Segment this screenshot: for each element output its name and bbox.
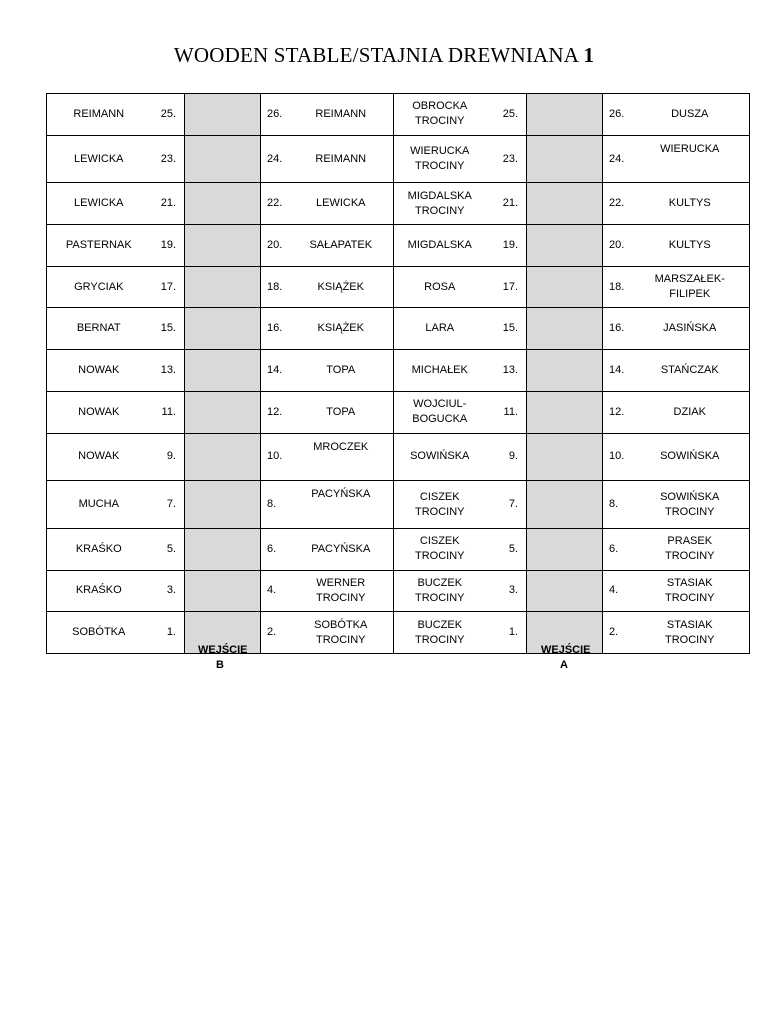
stall-number-right-outer [603, 225, 631, 267]
stable-layout-table [46, 93, 750, 654]
cell-text-line: 18. [267, 280, 283, 293]
stall-name-left-outer [47, 528, 151, 570]
aisle-cell-b [185, 350, 261, 392]
cell-text-line: TROCINY [665, 591, 715, 604]
stall-name-right-inner [394, 481, 486, 529]
cell-text-line: 7. [508, 498, 518, 511]
stall-number-left-inner [261, 94, 289, 136]
stall-name-right-inner [394, 391, 486, 433]
aisle-cell-b [185, 391, 261, 433]
title-number: 1 [583, 43, 595, 67]
stall-number-left-outer [151, 94, 185, 136]
cell-text-line: KSIĄŻEK [317, 322, 364, 335]
cell-text-line: TROCINY [665, 550, 715, 563]
stall-name-right-inner [394, 433, 486, 481]
cell-text-line: 17. [502, 280, 518, 293]
cell-text-line: 6. [609, 542, 619, 555]
stall-name-right-outer [631, 391, 750, 433]
cell-text-line: FILIPEK [669, 288, 711, 301]
cell-text-line: SOWIŃSKA [660, 450, 720, 463]
cell-text-line: MUCHA [78, 498, 119, 511]
cell-text-line: STASIAK [666, 576, 713, 589]
cell-text-line: PRASEK [667, 535, 713, 548]
cell-text-line: 14. [609, 363, 625, 376]
stall-name-right-inner [394, 183, 486, 225]
cell-text-line: 4. [267, 584, 277, 597]
cell-text-line: PACYŃSKA [311, 488, 371, 501]
cell-text-line: LEWICKA [73, 197, 124, 210]
stall-name-left-outer [47, 183, 151, 225]
stall-number-right-outer [603, 183, 631, 225]
cell-text-line: 25. [502, 107, 518, 120]
aisle-cell-b [185, 94, 261, 136]
aisle-cell-b [185, 266, 261, 308]
cell-text-line: MARSZAŁEK- [654, 273, 725, 286]
cell-text-line: 20. [267, 238, 283, 251]
aisle-cell-b [185, 183, 261, 225]
cell-text-line: TROCINY [415, 115, 465, 128]
cell-text-line: MICHAŁEK [411, 363, 468, 376]
stall-number-left-inner [261, 225, 289, 267]
stall-name-left-inner [289, 183, 394, 225]
cell-text-line: 8. [609, 498, 619, 511]
stall-name-left-inner [289, 135, 394, 183]
stall-row [47, 391, 750, 433]
cell-text-line: 19. [502, 238, 518, 251]
cell-text-line: 9. [508, 450, 518, 463]
cell-text-line: 23. [160, 152, 176, 165]
stall-name-left-inner [289, 350, 394, 392]
cell-text-line: 9. [166, 450, 176, 463]
entrance-a-label: WEJŚCIE [541, 644, 591, 656]
stall-number-left-outer [151, 350, 185, 392]
aisle-cell-a [527, 308, 603, 350]
stall-row [47, 433, 750, 481]
entrance-b [198, 643, 248, 673]
stall-number-left-inner [261, 612, 289, 654]
cell-text-line: LEWICKA [315, 197, 366, 210]
aisle-cell-a [527, 433, 603, 481]
cell-text-line: 6. [267, 542, 277, 555]
cell-text-line: TROCINY [415, 160, 465, 173]
cell-text-line: MROCZEK [313, 440, 369, 453]
cell-text-line: 19. [160, 238, 176, 251]
stall-name-right-inner [394, 528, 486, 570]
aisle-cell-a [527, 183, 603, 225]
cell-text-line: 16. [609, 322, 625, 335]
aisle-cell-a [527, 570, 603, 612]
stall-row [47, 612, 750, 654]
cell-text-line: LEWICKA [73, 152, 124, 165]
stall-name-left-inner [289, 308, 394, 350]
cell-text-line: 22. [267, 197, 283, 210]
stall-name-right-inner [394, 308, 486, 350]
stall-number-right-inner [486, 391, 527, 433]
cell-text-line: PACYŃSKA [311, 542, 371, 555]
cell-text-line: KULTYS [668, 238, 711, 251]
stall-name-left-outer [47, 225, 151, 267]
stall-name-left-inner [289, 391, 394, 433]
cell-text-line: 16. [267, 322, 283, 335]
cell-text-line: 23. [502, 152, 518, 165]
cell-text-line: BUCZEK [417, 618, 463, 631]
stall-number-left-outer [151, 481, 185, 529]
stall-name-left-outer [47, 308, 151, 350]
cell-text-line: KRAŚKO [75, 542, 122, 555]
stall-number-right-inner [486, 266, 527, 308]
cell-text-line: NOWAK [78, 450, 120, 463]
stall-number-right-outer [603, 266, 631, 308]
cell-text-line: 18. [609, 280, 625, 293]
stall-number-right-outer [603, 94, 631, 136]
cell-text-line: CISZEK [419, 490, 460, 503]
stall-name-left-outer [47, 94, 151, 136]
page-title [0, 43, 768, 68]
cell-text-line: SAŁAPATEK [309, 238, 373, 251]
cell-text-line: 3. [166, 584, 176, 597]
cell-text-line: 10. [609, 450, 625, 463]
aisle-cell-b [185, 135, 261, 183]
stall-row [47, 528, 750, 570]
stall-number-right-inner [486, 94, 527, 136]
stall-name-left-outer [47, 391, 151, 433]
cell-text-line: REIMANN [73, 107, 125, 120]
stall-number-right-inner [486, 225, 527, 267]
cell-text-line: WOJCIUL- [413, 398, 467, 411]
stall-number-right-inner [486, 135, 527, 183]
cell-text-line: BERNAT [76, 322, 121, 335]
cell-text-line: LARA [425, 322, 455, 335]
stall-name-right-outer [631, 570, 750, 612]
cell-text-line: 13. [160, 363, 176, 376]
cell-text-line: BUCZEK [417, 576, 463, 589]
stall-name-right-inner [394, 135, 486, 183]
aisle-cell-b [185, 481, 261, 529]
stall-name-left-inner [289, 528, 394, 570]
stall-name-left-inner [289, 266, 394, 308]
cell-text-line: KSIĄŻEK [317, 280, 364, 293]
cell-text-line: TOPA [326, 363, 356, 376]
stall-name-right-outer [631, 308, 750, 350]
cell-text-line: MIGDALSKA [407, 189, 472, 202]
cell-text-line: PASTERNAK [65, 238, 132, 251]
cell-text-line: TROCINY [665, 505, 715, 518]
stall-name-right-outer [631, 528, 750, 570]
cell-text-line: TROCINY [415, 505, 465, 518]
cell-text-line: 2. [267, 626, 277, 639]
stall-number-right-outer [603, 350, 631, 392]
stall-number-right-inner [486, 308, 527, 350]
cell-text-line: DZIAK [673, 405, 706, 418]
stall-name-right-inner [394, 94, 486, 136]
cell-text-line: NOWAK [78, 405, 120, 418]
cell-text-line: 7. [166, 498, 176, 511]
stall-number-left-outer [151, 183, 185, 225]
stall-row [47, 350, 750, 392]
cell-text-line: SOBÓTKA [72, 626, 126, 639]
aisle-cell-b [185, 433, 261, 481]
stall-name-left-inner [289, 94, 394, 136]
stall-number-left-inner [261, 570, 289, 612]
stall-number-right-outer [603, 481, 631, 529]
stall-row [47, 481, 750, 529]
stall-name-left-outer [47, 350, 151, 392]
stall-row [47, 570, 750, 612]
stall-number-left-inner [261, 135, 289, 183]
stall-number-right-outer [603, 570, 631, 612]
stall-number-left-inner [261, 433, 289, 481]
cell-text-line: 26. [267, 107, 283, 120]
cell-text-line: 12. [267, 405, 283, 418]
stall-name-left-inner [289, 570, 394, 612]
stall-name-right-outer [631, 183, 750, 225]
cell-text-line: SOWIŃSKA [660, 490, 720, 503]
stall-name-left-inner [289, 433, 394, 481]
stall-row [47, 183, 750, 225]
stall-number-left-inner [261, 391, 289, 433]
stall-number-right-inner [486, 183, 527, 225]
aisle-cell-a [527, 135, 603, 183]
cell-text-line: DUSZA [671, 107, 709, 120]
aisle-cell-a [527, 266, 603, 308]
stall-name-right-outer [631, 481, 750, 529]
stall-name-right-inner [394, 266, 486, 308]
cell-text-line: WIERUCKA [660, 142, 720, 155]
stall-name-left-inner [289, 481, 394, 529]
cell-text-line: TROCINY [415, 550, 465, 563]
cell-text-line: 14. [267, 363, 283, 376]
cell-text-line: 4. [609, 584, 619, 597]
stall-row [47, 308, 750, 350]
stall-number-right-outer [603, 308, 631, 350]
stall-number-left-inner [261, 266, 289, 308]
stall-number-left-outer [151, 612, 185, 654]
stall-name-left-outer [47, 433, 151, 481]
stall-number-right-inner [486, 481, 527, 529]
cell-text-line: STAŃCZAK [660, 363, 719, 376]
aisle-cell-a [527, 350, 603, 392]
cell-text-line: TROCINY [415, 591, 465, 604]
cell-text-line: 24. [609, 152, 625, 165]
stall-number-right-outer [603, 135, 631, 183]
stall-name-left-inner [289, 225, 394, 267]
cell-text-line: 5. [166, 542, 176, 555]
stall-name-right-inner [394, 570, 486, 612]
stall-number-right-outer [603, 433, 631, 481]
entrance-a-letter: A [560, 659, 568, 671]
stall-name-right-outer [631, 612, 750, 654]
stall-name-right-inner [394, 225, 486, 267]
stall-number-right-outer [603, 612, 631, 654]
stall-name-left-outer [47, 570, 151, 612]
cell-text-line: 17. [160, 280, 176, 293]
cell-text-line: TOPA [326, 405, 356, 418]
cell-text-line: KULTYS [668, 197, 711, 210]
stall-name-right-outer [631, 266, 750, 308]
cell-text-line: KRAŚKO [75, 584, 122, 597]
stall-name-left-outer [47, 612, 151, 654]
stall-name-right-inner [394, 612, 486, 654]
stall-number-right-outer [603, 528, 631, 570]
cell-text-line: 21. [160, 197, 176, 210]
stall-name-right-outer [631, 350, 750, 392]
stall-name-right-inner [394, 350, 486, 392]
stall-number-left-inner [261, 183, 289, 225]
stall-number-left-outer [151, 135, 185, 183]
cell-text-line: 11. [503, 405, 518, 418]
stall-number-right-inner [486, 433, 527, 481]
stall-number-right-inner [486, 570, 527, 612]
cell-text-line: 22. [609, 197, 625, 210]
cell-text-line: 2. [609, 626, 619, 639]
stall-name-right-outer [631, 225, 750, 267]
stall-number-left-outer [151, 308, 185, 350]
cell-text-line: CISZEK [419, 535, 460, 548]
stall-number-right-inner [486, 612, 527, 654]
title-text: WOODEN STABLE/STAJNIA DREWNIANA [173, 43, 584, 67]
cell-text-line: MIGDALSKA [407, 238, 472, 251]
stall-name-left-outer [47, 135, 151, 183]
cell-text-line: 21. [502, 197, 518, 210]
aisle-cell-a [527, 481, 603, 529]
entrance-b-label: WEJŚCIE [198, 644, 248, 656]
cell-text-line: 8. [267, 498, 277, 511]
stall-row [47, 266, 750, 308]
cell-text-line: 13. [502, 363, 518, 376]
cell-text-line: ROSA [424, 280, 456, 293]
aisle-cell-a [527, 225, 603, 267]
cell-text-line: TROCINY [415, 633, 465, 646]
aisle-cell-b [185, 225, 261, 267]
aisle-cell-a [527, 94, 603, 136]
stall-number-left-inner [261, 350, 289, 392]
cell-text-line: GRYCIAK [74, 280, 124, 293]
cell-text-line: 1. [508, 626, 518, 639]
cell-text-line: WIERUCKA [410, 145, 470, 158]
cell-text-line: TROCINY [316, 591, 366, 604]
stall-row [47, 135, 750, 183]
stall-number-left-inner [261, 481, 289, 529]
entrance-a [541, 643, 591, 673]
stall-number-left-outer [151, 570, 185, 612]
cell-text-line: JASIŃSKA [663, 322, 717, 335]
stall-number-left-inner [261, 308, 289, 350]
stall-name-left-outer [47, 481, 151, 529]
cell-text-line: 20. [609, 238, 625, 251]
cell-text-line: 10. [267, 450, 283, 463]
cell-text-line: 15. [502, 322, 518, 335]
aisle-cell-b [185, 570, 261, 612]
stall-number-right-inner [486, 528, 527, 570]
cell-text-line: 26. [609, 107, 625, 120]
cell-text-line: SOWIŃSKA [410, 450, 470, 463]
cell-text-line: 5. [508, 542, 518, 555]
stall-number-left-outer [151, 266, 185, 308]
cell-text-line: WERNER [316, 576, 366, 589]
aisle-cell-a [527, 391, 603, 433]
stall-name-right-outer [631, 135, 750, 183]
cell-text-line: SOBÓTKA [314, 618, 368, 631]
stall-row [47, 225, 750, 267]
stall-number-right-outer [603, 391, 631, 433]
stall-row [47, 94, 750, 136]
stall-number-left-outer [151, 528, 185, 570]
stall-number-left-inner [261, 528, 289, 570]
stall-name-left-outer [47, 266, 151, 308]
cell-text-line: STASIAK [666, 618, 713, 631]
cell-text-line: TROCINY [316, 633, 366, 646]
cell-text-line: REIMANN [315, 107, 367, 120]
stall-name-right-outer [631, 94, 750, 136]
cell-text-line: TROCINY [665, 633, 715, 646]
cell-text-line: 15. [160, 322, 176, 335]
cell-text-line: BOGUCKA [412, 413, 468, 426]
entrance-b-letter: B [216, 659, 224, 671]
stall-number-left-outer [151, 391, 185, 433]
cell-text-line: OBROCKA [412, 100, 468, 113]
stall-name-left-inner [289, 612, 394, 654]
cell-text-line: 24. [267, 152, 283, 165]
stall-name-right-outer [631, 433, 750, 481]
cell-text-line: TROCINY [415, 204, 465, 217]
stall-number-left-outer [151, 225, 185, 267]
cell-text-line: REIMANN [315, 152, 367, 165]
aisle-cell-b [185, 308, 261, 350]
cell-text-line: 3. [508, 584, 518, 597]
cell-text-line: 12. [609, 405, 625, 418]
aisle-cell-a [527, 528, 603, 570]
cell-text-line: NOWAK [78, 363, 120, 376]
cell-text-line: 25. [160, 107, 176, 120]
stall-number-left-outer [151, 433, 185, 481]
cell-text-line: 11. [161, 405, 176, 418]
aisle-cell-b [185, 528, 261, 570]
stall-number-right-inner [486, 350, 527, 392]
cell-text-line: 1. [166, 626, 176, 639]
